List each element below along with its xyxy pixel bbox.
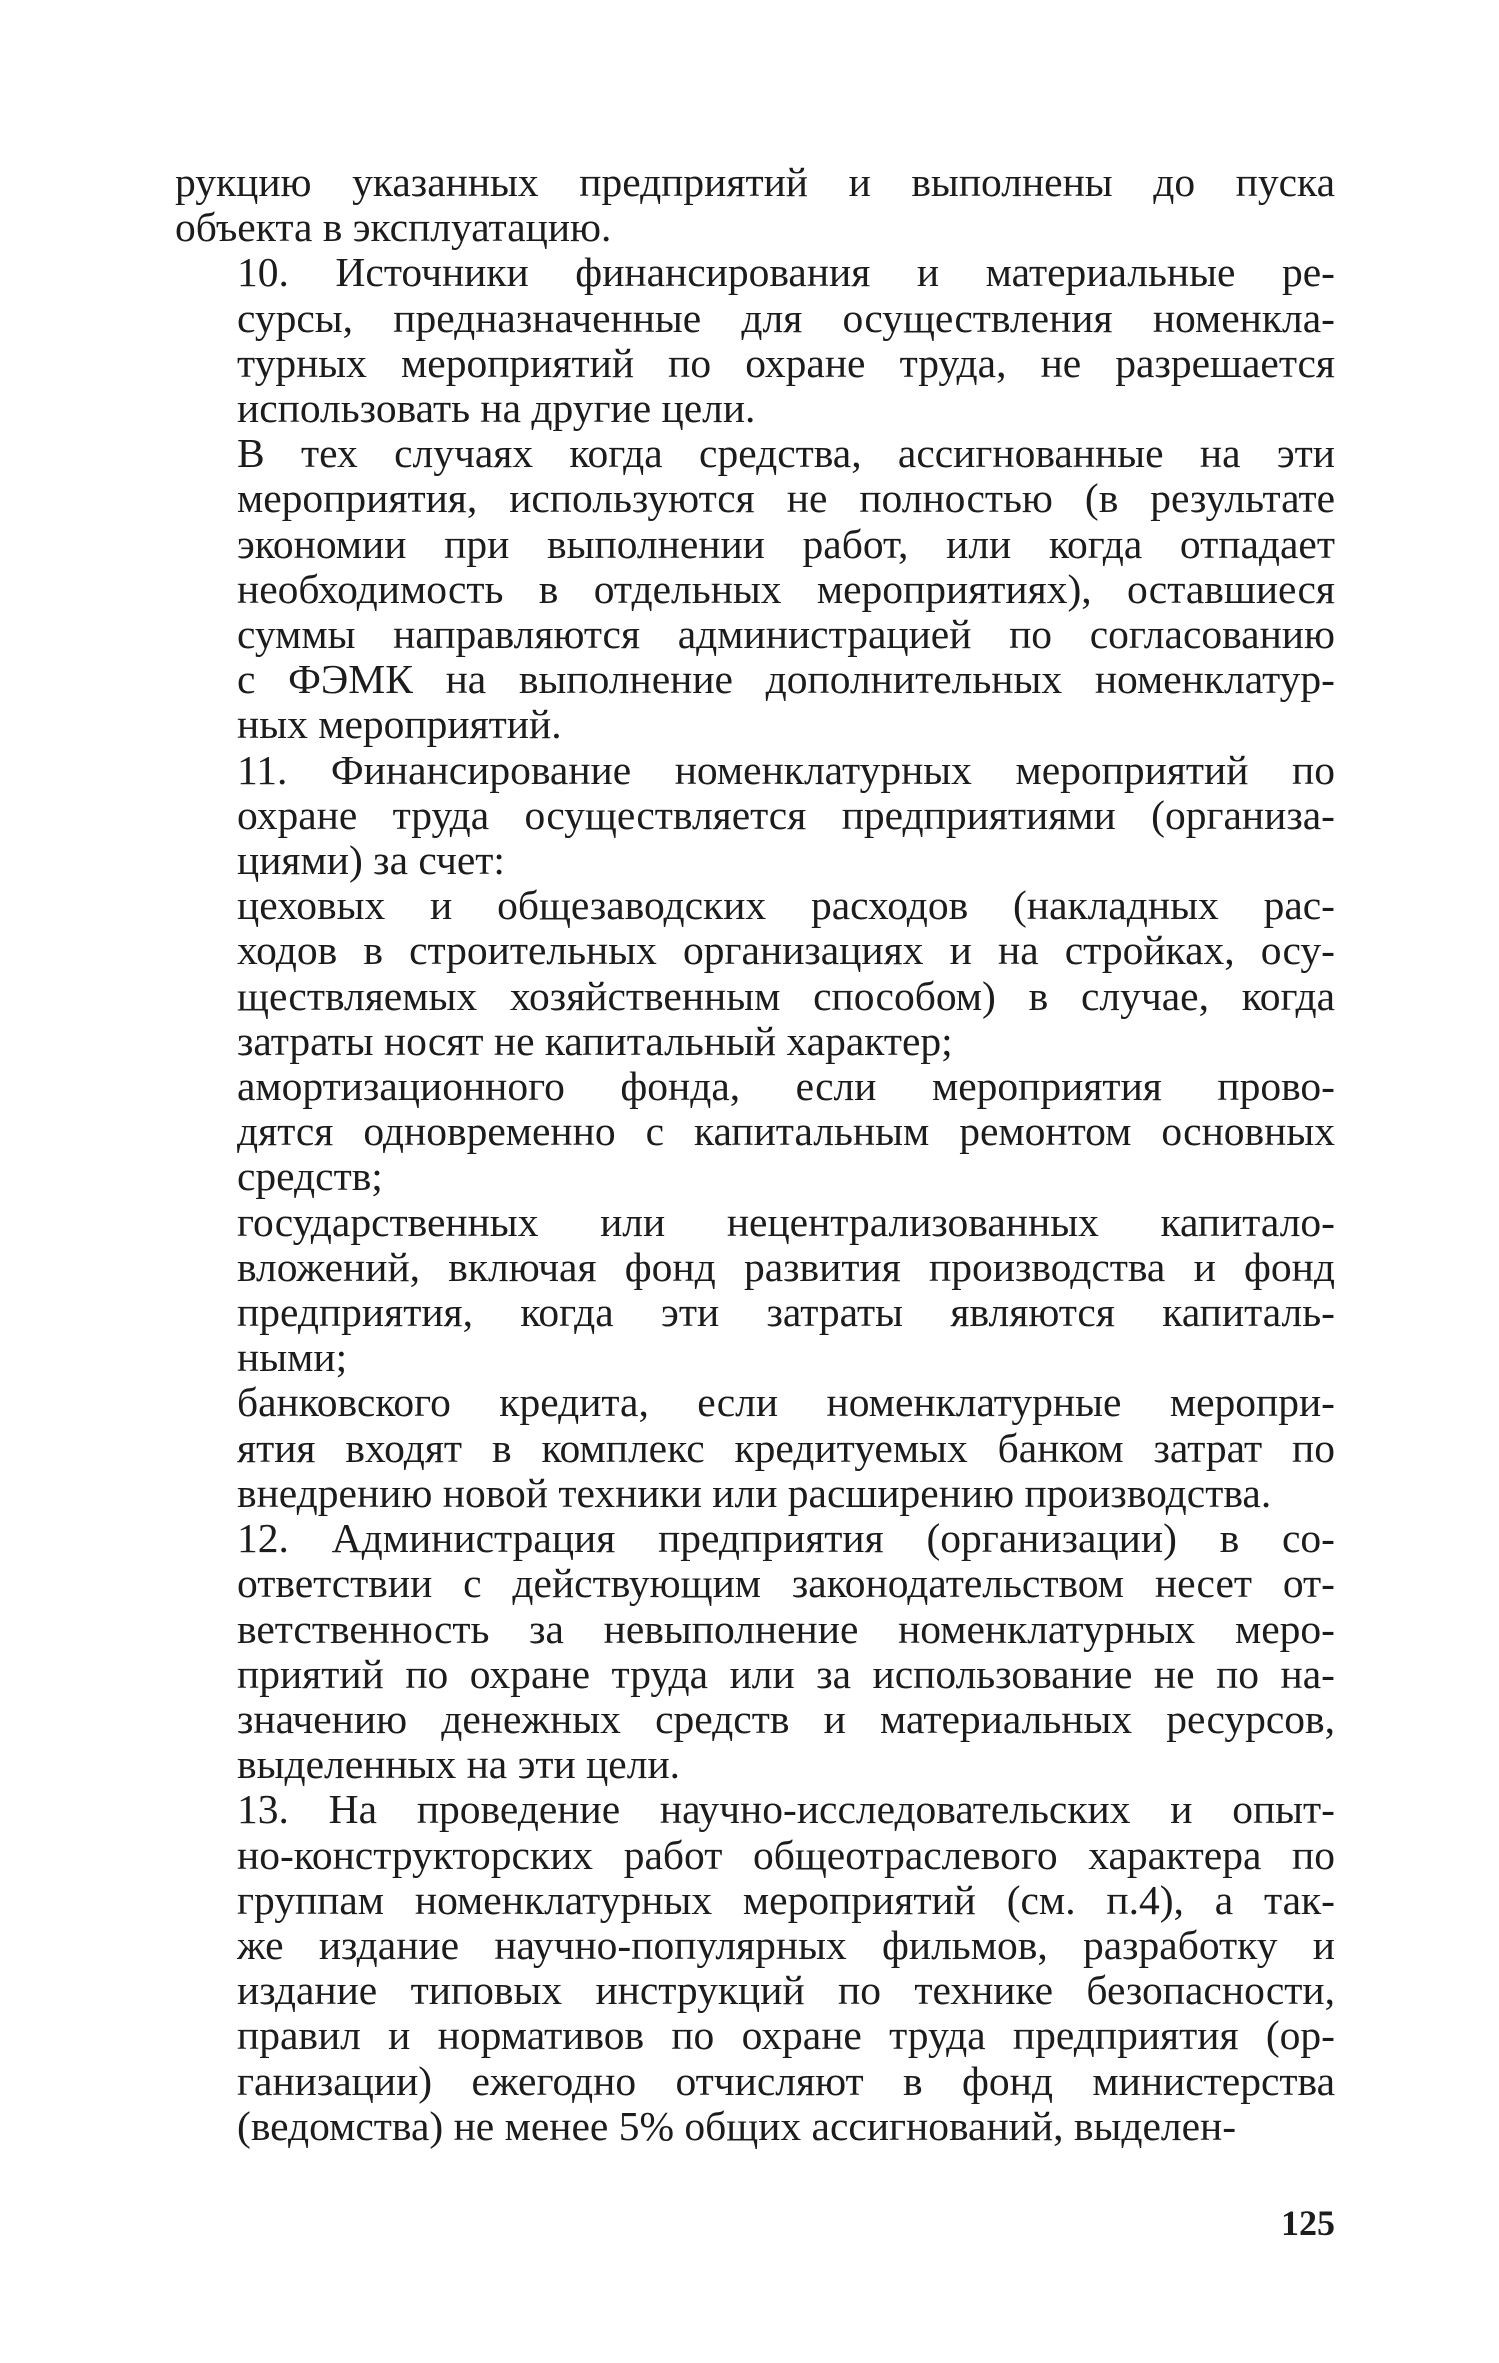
text-line: циями) за счет:	[237, 837, 505, 884]
paragraph-p-11d	[175, 1380, 1335, 1516]
text-line: сурсы, предназначенные для осуществления номенкла-	[237, 294, 1335, 341]
paragraph-p-11c	[175, 1200, 1335, 1381]
text-line: с ФЭМК на выполнение дополнительных номенклатур-	[237, 656, 1335, 703]
text-line: охране труда осуществляется предприятиями (организа-	[237, 791, 1335, 838]
text-line: В тех случаях когда средства, ассигнованные на эти	[237, 430, 1335, 477]
text-line: ходов в строительных организациях и на стройках, осу-	[237, 927, 1335, 974]
text-line: государственных или нецентрализованных капитало-	[237, 1198, 1335, 1245]
text-line: ятия входят в комплекс кредитуемых банком затрат по	[237, 1424, 1335, 1471]
text-line: ответствии с действующим законодательством несет от-	[237, 1560, 1335, 1607]
text-line: турных мероприятий по охране труда, не разрешается	[237, 339, 1335, 386]
text-line: объекта в эксплуатацию.	[175, 204, 612, 251]
text-line: ных мероприятий.	[237, 701, 562, 748]
paragraph-p-12	[175, 1516, 1335, 1787]
text-line: ществляемых хозяйственным способом) в случае, когда	[237, 972, 1335, 1019]
text-line: значению денежных средств и материальных ресурсов,	[237, 1695, 1335, 1742]
text-line: но-конструкторских работ общеотраслевого характера по	[237, 1831, 1335, 1878]
paragraph-p-continuation	[175, 160, 1335, 250]
paragraph-p-13	[175, 1787, 1335, 2149]
text-line: (ведомства) не менее 5% общих ассигнований, выделен-	[237, 2102, 1237, 2149]
text-line: 13. На проведение научно-исследовательских и опыт-	[237, 1786, 1335, 1833]
text-line: банковского кредита, если номенклатурные меропри-	[237, 1379, 1335, 1426]
text-line: экономии при выполнении работ, или когда отпадает	[237, 520, 1335, 567]
text-line: дятся одновременно с капитальным ремонтом основных	[237, 1108, 1335, 1155]
text-line: внедрению новой техники или расширению производства.	[237, 1469, 1272, 1516]
text-line: правил и нормативов по охране труда предприятия (ор-	[237, 2012, 1335, 2059]
text-line: группам номенклатурных мероприятий (см. п.4), а так-	[237, 1876, 1335, 1923]
text-line: выделенных на эти цели.	[237, 1741, 681, 1788]
page-number: 125	[1281, 2203, 1335, 2243]
text-line: приятий по охране труда или за использование не по на-	[237, 1650, 1335, 1697]
text-line: 11. Финансирование номенклатурных мероприятий по	[237, 746, 1335, 793]
text-line: использовать на другие цели.	[237, 385, 756, 432]
body-text	[175, 160, 1335, 2149]
text-line: предприятия, когда эти затраты являются капиталь-	[237, 1289, 1335, 1336]
text-line: издание типовых инструкций по технике безопасности,	[237, 1967, 1335, 2014]
text-line: 12. Администрация предприятия (организации) в со-	[237, 1515, 1335, 1562]
text-line: 10. Источники финансирования и материальные ре-	[237, 249, 1335, 296]
text-line: мероприятия, используются не полностью (в результате	[237, 475, 1335, 522]
text-line: рукцию указанных предприятий и выполнены до пуска	[175, 159, 1335, 205]
paragraph-p-11	[175, 748, 1335, 884]
text-line: затраты носят не капитальный характер;	[237, 1017, 953, 1064]
paragraph-p-10	[175, 250, 1335, 431]
text-line: суммы направляются администрацией по согласованию	[237, 611, 1335, 658]
text-line: ными;	[237, 1334, 348, 1381]
text-line: амортизационного фонда, если мероприятия прово-	[237, 1063, 1335, 1110]
text-line: цеховых и общезаводских расходов (накладных рас-	[237, 882, 1335, 929]
text-line: вложений, включая фонд развития производства и фонд	[237, 1243, 1335, 1290]
text-line: ганизации) ежегодно отчисляют в фонд министерства	[237, 2057, 1335, 2104]
text-line: средств;	[237, 1153, 383, 1200]
text-line: же издание научно-популярных фильмов, разработку и	[237, 1921, 1335, 1968]
paragraph-p-11a	[175, 883, 1335, 1064]
text-line: необходимость в отдельных мероприятиях), оставшиеся	[237, 565, 1335, 612]
text-line: ветственность за невыполнение номенклатурных меро-	[237, 1605, 1335, 1652]
paragraph-p-10b	[175, 431, 1335, 747]
paragraph-p-11b	[175, 1064, 1335, 1200]
